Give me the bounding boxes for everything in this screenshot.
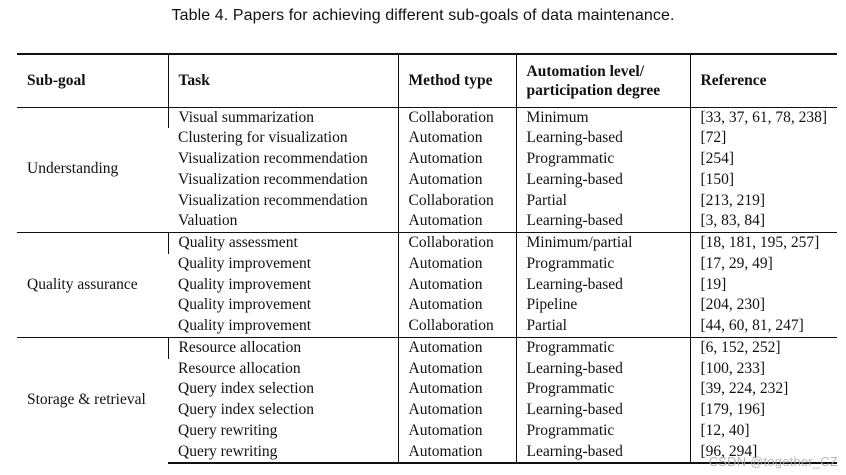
- automation-level-cell: Learning-based: [516, 275, 690, 296]
- reference-cell: [179, 196]: [690, 400, 837, 421]
- automation-level-cell: Pipeline: [516, 295, 690, 316]
- method-type-cell: Automation: [398, 421, 516, 442]
- method-type-cell: Automation: [398, 295, 516, 316]
- reference-cell: [39, 224, 232]: [690, 379, 837, 400]
- task-cell: Quality improvement: [178, 296, 312, 314]
- method-type-cell: Automation: [398, 275, 516, 296]
- task-cell: Visual summarization: [168, 107, 398, 128]
- header-row: [17, 54, 837, 107]
- header-automation-line2: participation degree: [526, 81, 661, 99]
- reference-cell: [33, 37, 61, 78, 238]: [690, 107, 837, 128]
- header-automation-line1: Automation level/: [526, 62, 645, 80]
- table-container: [17, 53, 837, 464]
- automation-level-cell: Learning-based: [516, 128, 690, 149]
- automation-level-cell: Programmatic: [516, 254, 690, 275]
- method-type-cell: Automation: [398, 170, 516, 191]
- header-task: Task: [168, 54, 398, 107]
- task-cell: Visualization recommendation: [178, 170, 368, 188]
- header-method-type: Method type: [398, 54, 516, 107]
- method-type-cell: Automation: [398, 337, 516, 358]
- task-cell: Query index selection: [178, 380, 315, 398]
- automation-level-cell: Learning-based: [516, 442, 690, 464]
- method-type-cell: Automation: [398, 254, 516, 275]
- task-cell: Quality assessment: [168, 233, 398, 254]
- method-type-cell: Automation: [398, 211, 516, 232]
- method-type-cell: Automation: [398, 149, 516, 170]
- method-type-cell: Automation: [398, 379, 516, 400]
- table-body: [17, 107, 837, 463]
- reference-cell: [44, 60, 81, 247]: [690, 316, 837, 337]
- subgoal-cell: Understanding: [27, 160, 119, 178]
- table-row: [17, 107, 837, 128]
- task-cell: Resource allocation: [178, 359, 301, 377]
- task-cell: Query rewriting: [178, 421, 278, 439]
- reference-cell: [254]: [690, 149, 837, 170]
- automation-level-cell: Partial: [516, 316, 690, 337]
- automation-level-cell: Partial: [516, 191, 690, 212]
- subgoal-cell: Storage & retrieval: [17, 337, 168, 463]
- task-cell: Visualization recommendation: [178, 150, 368, 167]
- task-cell: Quality improvement: [178, 275, 312, 293]
- automation-level-cell: Learning-based: [516, 400, 690, 421]
- automation-level-cell: Programmatic: [516, 379, 690, 400]
- table-row: [17, 337, 837, 358]
- reference-cell: [18, 181, 195, 257]: [690, 233, 837, 254]
- reference-cell: [6, 152, 252]: [690, 337, 837, 358]
- subgoal-cell: Quality assurance: [17, 233, 168, 338]
- table-caption: Table 4. Papers for achieving different sub-goals of data maintenance.: [171, 7, 675, 24]
- task-cell: Valuation: [178, 212, 238, 230]
- task-cell: Clustering for visualization: [178, 129, 348, 147]
- reference-cell: [17, 29, 49]: [690, 254, 837, 275]
- table-header: [17, 54, 837, 107]
- reference-cell: [96, 294]: [690, 442, 837, 464]
- method-type-cell: Automation: [398, 442, 516, 464]
- automation-level-cell: Programmatic: [516, 421, 690, 442]
- automation-level-cell: Learning-based: [516, 359, 690, 380]
- reference-cell: [100, 233]: [690, 359, 837, 380]
- method-type-cell: Collaboration: [398, 233, 516, 254]
- automation-level-cell: Learning-based: [516, 211, 690, 232]
- method-type-cell: Collaboration: [398, 191, 516, 212]
- papers-table: [17, 53, 837, 464]
- task-cell: Query rewriting: [168, 442, 398, 464]
- reference-cell: [3, 83, 84]: [690, 211, 837, 232]
- header-reference: Reference: [690, 54, 837, 107]
- header-subgoal: Sub-goal: [27, 72, 86, 90]
- method-type-cell: Automation: [398, 128, 516, 149]
- task-cell: Resource allocation: [168, 337, 398, 358]
- method-type-cell: Automation: [398, 359, 516, 380]
- table-row: [17, 233, 837, 254]
- reference-cell: [72]: [690, 128, 837, 149]
- method-type-cell: Collaboration: [398, 316, 516, 337]
- method-type-cell: Collaboration: [398, 107, 516, 128]
- automation-level-cell: Minimum: [516, 107, 690, 128]
- task-cell: Quality improvement: [178, 317, 312, 334]
- automation-level-cell: Programmatic: [516, 149, 690, 170]
- automation-level-cell: Learning-based: [516, 170, 690, 191]
- method-type-cell: Automation: [398, 400, 516, 421]
- watermark: CSDN @together_CZ: [708, 454, 838, 469]
- automation-level-cell: Programmatic: [516, 337, 690, 358]
- reference-cell: [12, 40]: [690, 421, 837, 442]
- reference-cell: [213, 219]: [690, 191, 837, 212]
- task-cell: Visualization recommendation: [178, 191, 368, 209]
- reference-cell: [150]: [690, 170, 837, 191]
- task-cell: Query index selection: [178, 401, 315, 418]
- reference-cell: [19]: [690, 275, 837, 296]
- task-cell: Quality improvement: [178, 254, 312, 272]
- header-automation-level: [516, 54, 690, 107]
- automation-level-cell: Minimum/partial: [516, 233, 690, 254]
- reference-cell: [204, 230]: [690, 295, 837, 316]
